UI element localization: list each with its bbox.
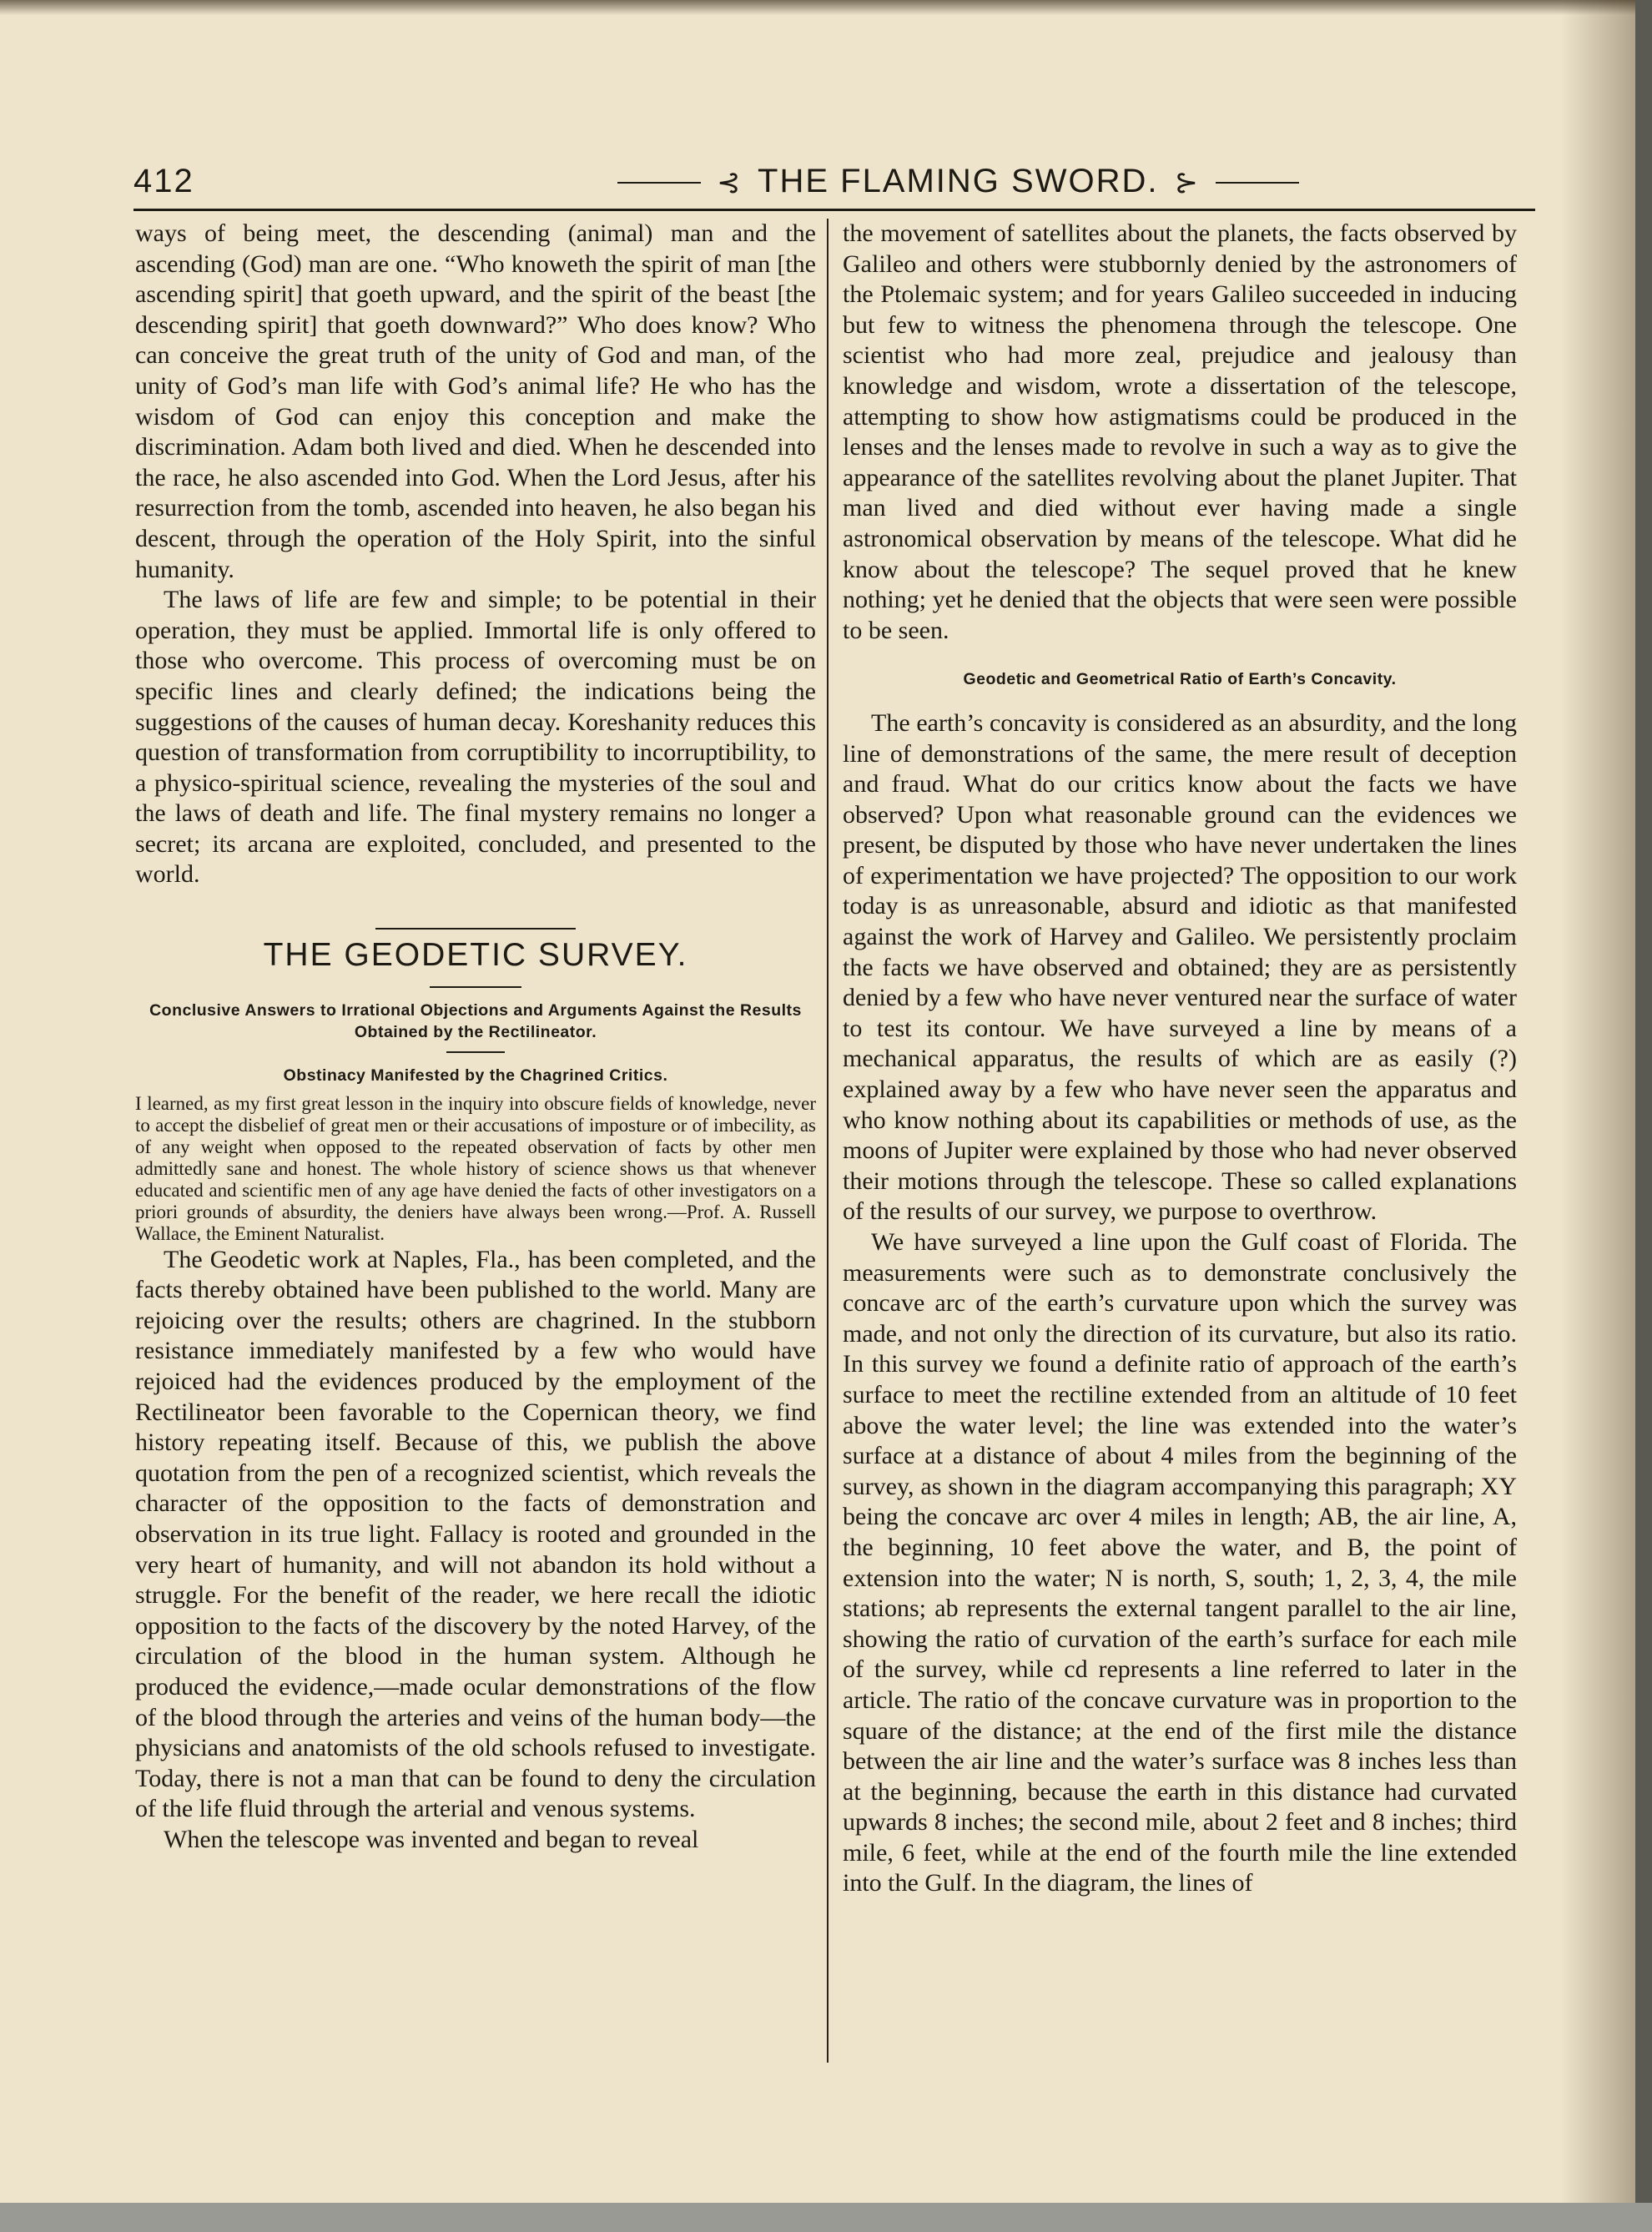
head-ornament-left: ⊰ bbox=[717, 167, 743, 199]
page-top-edge bbox=[0, 0, 1635, 15]
head-ornament-right: ⊱ bbox=[1174, 167, 1201, 199]
paragraph: We have surveyed a line upon the Gulf coast of Florida. The measurements were such as to demonstrate conclusively the concave arc of the earth’s curvature upon which the survey was made, and not only the direction of its curvature, but also its ratio. In this survey we found a definite ratio of approach of the earth’s surface to meet the rectiline extended from an altitude of 10 feet above the water level; the line was extended into the water’s surface at a distance of about 4 miles from the beginning of the survey, as shown in the diagram accompanying this paragraph; XY being the concave arc over 4 miles in length; AB, the air line, A, the beginning, 10 feet above the water, and B, the point of extension into the water; N is north, S, south; 1, 2, 3, 4, the mile stations; ab represents the external tangent parallel to the air line, showing the ratio of curvation of the earth’s surface for each mile of the survey, while cd represents a line referred to later in the article. The ratio of the concave curvature was in proportion to the square of the distance; at the end of the first mile the distance between the air line and the water’s surface was 8 inches less than at the beginning, because the earth in this distance had curvated upwards 8 inches; the second mile, about 2 feet and 8 inches; third mile, 6 feet, while at the end of the fourth mile the line extended into the Gulf. In the diagram, the lines of bbox=[843, 1228, 1517, 1897]
article-title: THE GEODETIC SURVEY. bbox=[263, 937, 688, 974]
paragraph: The earth’s concavity is considered as an absurdity, and the long line of demonstrations of the same, the mere result of deception and fraud. What do our critics know about the facts we have observed? Upon what reasonable ground can the evidences we present, be disputed by those who have never undertaken the lines of experimentation we have projected? The opposition to our work today is as unreasonable, absurd and idiotic as that manifested against the work of Harvey and Galileo. We persistently proclaim the facts we have observed and obtained; they are as persistently denied by a few who have never ventured near the surface of water to test its contour. We have surveyed a line by means of a mechanical apparatus, the results of which are as easily (?) explained away by a few who have never seen the apparatus and who know nothing about its capabilities or methods of use, as the moons of Jupiter were explained by those who had never observed their motions through the telescope. These so called explanations of the results of our survey, we purpose to overthrow. bbox=[843, 708, 1517, 1226]
right-column bbox=[843, 219, 1517, 1899]
column-divider bbox=[827, 219, 829, 2063]
head-rule-right bbox=[1216, 182, 1299, 184]
paragraph: The laws of life are few and simple; to be potential in their operation, they must be applied. Immortal life is only offered to those who overcome. This process of overcoming must be on specific lines and clearly defined; the indications being the suggestions of the causes of human decay. Koreshanity reduces this question of transformation from corruptibility to incorruptibility, to a physico-spiritual science, revealing the mysteries of the soul and the laws of death and life. The final mystery remains no longer a secret; its arcana are exploited, concluded, and presented to the world. bbox=[135, 586, 816, 889]
running-head bbox=[617, 163, 1299, 200]
running-title: THE FLAMING SWORD. bbox=[758, 163, 1159, 199]
page-number: 412 bbox=[133, 163, 194, 199]
paragraph: The Geodetic work at Naples, Fla., has been completed, and the facts thereby obtained have been published to the world. Many are rejoicing over the results; others are chagrined. In the stubborn resistance immediately manifested by a few who would have rejoiced had the evidences produced by the employment of the Rectilineator been favorable to the Copernican theory, we find history repeating itself. Because of this, we publish the above quotation from the pen of a recognized scientist, which reveals the character of the opposition to the facts of demonstration and observation in its true light. Fallacy is rooted and grounded in the very heart of humanity, and will not abandon its hold without a struggle. For the benefit of the reader, we here recall the idiotic opposition to the facts of the discovery by the noted Harvey, of the circulation of the blood in the human system. Although he produced the evidence,—made ocular demonstrations of the flow of the blood through the arteries and veins of the human body—the physicians and anatomists of the old schools refused to investigate. Today, there is not a man that can be found to deny the circulation of the life fluid through the arterial and venous systems. bbox=[135, 1245, 816, 1823]
subhead-rule bbox=[446, 1051, 505, 1053]
page-header bbox=[133, 163, 1535, 204]
left-column bbox=[135, 219, 816, 1856]
ornament-line bbox=[375, 928, 576, 930]
section-heading: Geodetic and Geometrical Ratio of Earth’s Concavity. bbox=[963, 670, 1397, 689]
paragraph: the movement of satellites about the planets, the facts observed by Galileo and others were stubbornly denied by the astronomers of the Ptolemaic system; and for years Galileo succeeded in inducing but few to witness the phenomena through the telescope. One scientist who had more zeal, prejudice and jealousy than knowledge and wisdom, wrote a dissertation of the telescope, attempting to show how astigmatisms could be produced in the lenses and the lenses made to revolve in such a way as to give the appearance of the satellites revolving about the planet Jupiter. That man lived and died without ever having made a single astronomical observation by means of the telescope. What did he know about the telescope? The sequel proved that he knew nothing; yet he denied that the objects that were seen were possible to be seen. bbox=[843, 219, 1517, 644]
binding-shadow bbox=[1560, 0, 1635, 2203]
section-ornament bbox=[135, 912, 816, 920]
epigraph-quote: I learned, as my first great lesson in the inquiry into obscure fields of knowledge, never to accept the disbelief of great men or their accusations of imposture or of imbecility, as of any weight when opposed to the repeated observation of facts by other men admittedly sane and honest. The whole history of science shows us that whenever educated and scientific men of any age have denied the facts of other investigators on a priori grounds of absurdity, the deniers have always been wrong.—Prof. A. Russell Wallace, the Eminent Naturalist. bbox=[135, 1092, 816, 1244]
article-subhead: Conclusive Answers to Irrational Objections and Arguments Against the Results Obtained by the Rectilineator. bbox=[149, 1000, 802, 1041]
article-subhead-2: Obstinacy Manifested by the Chagrined Critics. bbox=[283, 1066, 668, 1085]
paragraph: ways of being meet, the descending (animal) man and the ascending (God) man are one. “Who knoweth the spirit of man [the ascending spirit] that goeth upward, and the spirit of the beast [the descending spirit] that goeth downward?” Who does know? Who can conceive the great truth of the unity of God and man, of the unity of God’s man life with God’s animal life? He who has the wisdom of God can enjoy this conception and make the discrimination. Adam both lived and died. When he descended into the race, he also ascended into God. When the Lord Jesus, after his resurrection from the tomb, ascended into heaven, he also began his descent, through the operation of the Holy Spirit, into the sinful humanity. bbox=[135, 219, 816, 583]
head-rule-left bbox=[617, 182, 701, 184]
title-rule bbox=[430, 986, 521, 988]
scan-margin-bottom bbox=[0, 2203, 1652, 2232]
header-rule bbox=[133, 209, 1535, 211]
paragraph: When the telescope was invented and began to reveal bbox=[164, 1825, 699, 1853]
